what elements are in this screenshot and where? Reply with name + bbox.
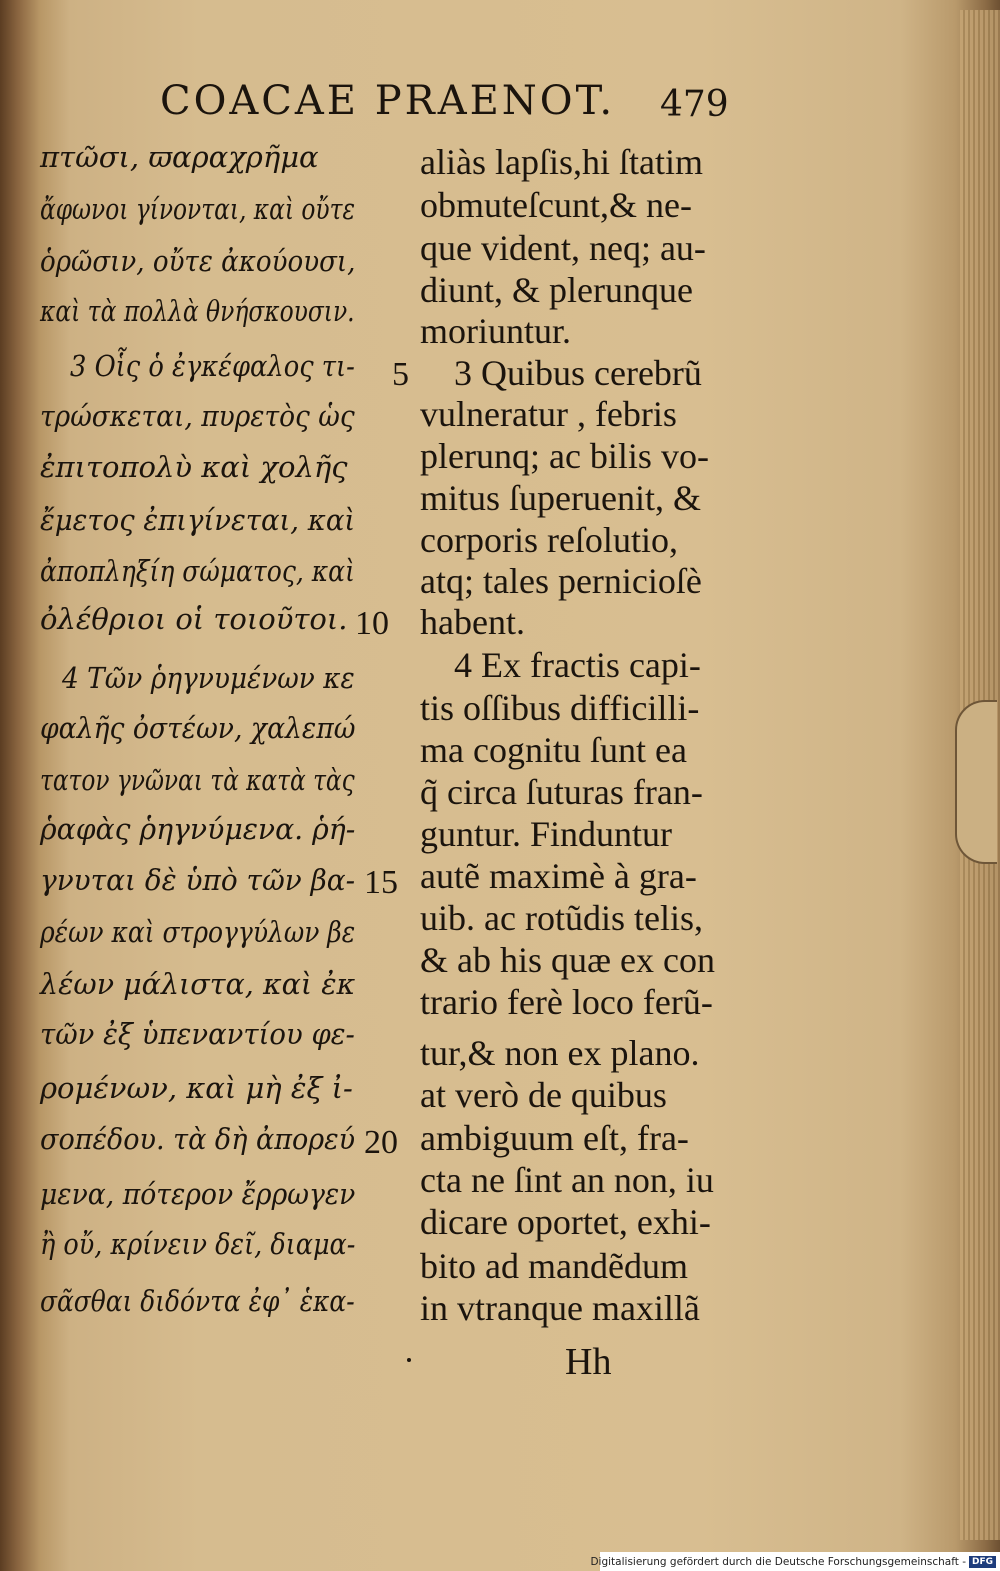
greek-line: ἄφωνοι γίνονται, καὶ οὔτε <box>40 192 355 226</box>
greek-line: ἢ οὔ, κρίνειν δεῖ, διαμα- <box>40 1227 356 1261</box>
greek-line: 4 Τῶν ῥηγνυμένων κε <box>62 661 355 695</box>
latin-line: cta ne ſint an non, iu <box>420 1160 714 1200</box>
page-tab <box>955 700 997 864</box>
greek-line: ἔμετος ἐπιγίνεται, καὶ <box>40 503 356 537</box>
funding-text: Digitalisierung gefördert durch die Deutsche Forschungsgemeinschaft - <box>590 1555 966 1568</box>
greek-line: ἐπιτοπολὺ καὶ χολῆς <box>40 450 348 484</box>
latin-line: tur,& non ex plano. <box>420 1033 700 1073</box>
latin-line: uib. ac rotũdis telis, <box>420 898 703 938</box>
greek-line: τατον γνῶναι τὰ κατὰ τὰς <box>40 763 355 797</box>
printer-mark <box>407 1358 411 1362</box>
latin-line: diunt, & plerunque <box>420 270 693 310</box>
greek-line: φαλῆς ὀστέων, χαλεπώ <box>40 711 356 745</box>
greek-line: 3 Οἷς ὁ ἐγκέφαλος τι- <box>70 349 355 383</box>
greek-line: σοπέδου. τὰ δὴ ἀπορεύ <box>40 1122 356 1156</box>
greek-line: ρομένων, καὶ μὴ ἐξ ἰ- <box>40 1071 353 1105</box>
page-number: 479 <box>660 84 729 125</box>
greek-line: ἀποπληξίη σώματος, καὶ <box>40 554 355 588</box>
greek-line: σᾶσθαι διδόντα ἐφ᾽ ἑκα- <box>40 1284 355 1318</box>
latin-line: autẽ maximè à gra- <box>420 856 697 896</box>
greek-line: τρώσκεται, πυρετὸς ὡς <box>40 399 355 433</box>
greek-line: καὶ τὰ πολλὰ θνήσκουσιν. <box>40 294 355 328</box>
latin-line: moriuntur. <box>420 311 571 351</box>
latin-line: at verò de quibus <box>420 1075 667 1115</box>
line-number: 20 <box>364 1124 398 1161</box>
greek-line: γνυται δὲ ὑπὸ τῶν βα- <box>40 863 356 897</box>
latin-line: vulneratur , febris <box>420 394 677 434</box>
latin-line: mitus ſuperuenit, & <box>420 478 701 518</box>
greek-line: λέων μάλιστα, καὶ ἐκ <box>40 967 356 1001</box>
latin-line: tis oſſibus difficilli- <box>420 688 700 728</box>
latin-line: aliàs lapſis,hi ſtatim <box>420 142 703 182</box>
latin-line: bito ad mandẽdum <box>420 1246 688 1286</box>
dfg-logo: DFG <box>969 1556 996 1568</box>
latin-line: habent. <box>420 602 525 642</box>
latin-line: 4 Ex fractis capi- <box>454 645 701 685</box>
latin-line: dicare oportet, exhi- <box>420 1202 711 1242</box>
latin-line: corporis reſolutio, <box>420 520 678 560</box>
latin-line: ambiguum eſt, fra- <box>420 1118 689 1158</box>
latin-line: q̃ circa ſuturas fran- <box>420 772 703 812</box>
funding-footer <box>590 1552 1000 1571</box>
latin-line: plerunq; ac bilis vo- <box>420 436 709 476</box>
latin-line: obmuteſcunt,& ne- <box>420 185 692 225</box>
greek-line: ὁρῶσιν, οὔτε ἀκούουσι, <box>40 244 356 278</box>
line-number: 10 <box>355 605 389 642</box>
latin-line: trario ferè loco ferũ- <box>420 982 713 1022</box>
greek-line: τῶν ἐξ ὑπεναντίου φε- <box>40 1017 355 1051</box>
signature-mark: Hh <box>565 1341 612 1383</box>
latin-line: atq; tales pernicioſè <box>420 561 702 601</box>
latin-line: & ab his quæ ex con <box>420 940 715 980</box>
greek-line: ὀλέθριοι οἱ τοιοῦτοι. <box>40 602 348 636</box>
latin-line: in vtranque maxillã <box>420 1288 700 1328</box>
latin-line: guntur. Finduntur <box>420 814 673 854</box>
line-number: 15 <box>364 864 398 901</box>
greek-line: μενα, πότερον ἔρρωγεν <box>40 1177 356 1211</box>
greek-line: πτῶσι, ϖαραχρῆμα <box>40 140 319 174</box>
latin-line: 3 Quibus cerebrũ <box>454 353 702 393</box>
latin-line: que vident, neq; au- <box>420 228 706 268</box>
running-head: COACAE PRAENOT. <box>160 78 616 124</box>
greek-line: ῥαφὰς ῥηγνύμενα. ῥή- <box>40 812 356 846</box>
latin-line: ma cognitu ſunt ea <box>420 730 687 770</box>
line-number: 5 <box>392 356 409 393</box>
greek-line: ρέων καὶ στρογγύλων βε <box>40 915 356 949</box>
